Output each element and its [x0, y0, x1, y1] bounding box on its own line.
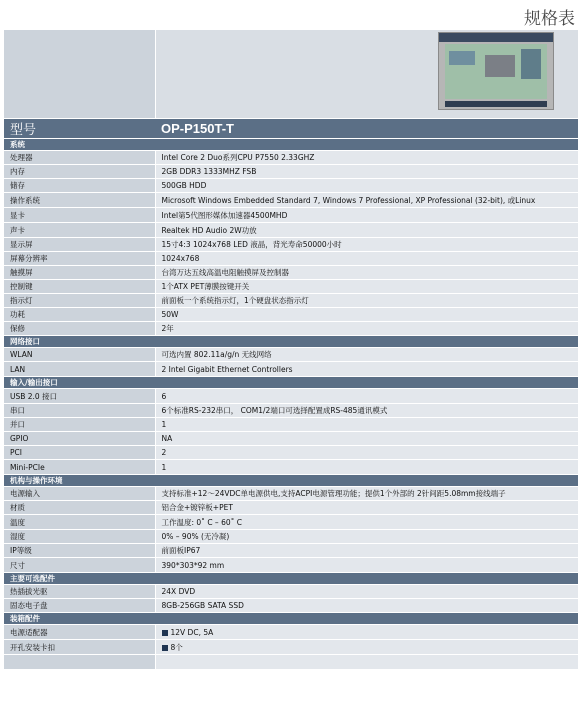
product-image-row: [4, 30, 578, 119]
row-label: 屏幕分辨率: [4, 252, 155, 266]
model-value: OP-P150T-T: [155, 119, 578, 139]
row-value: Intel Core 2 Duo系列CPU P7550 2.33GHZ: [155, 151, 578, 165]
adapter-value: 12V DC, 5A: [170, 627, 214, 637]
bullet-square-icon: [162, 630, 168, 636]
row-value: 24X DVD: [155, 585, 578, 599]
section-accessories: 装箱配件: [4, 613, 578, 625]
section-network: 网络接口: [4, 336, 578, 348]
row-label: 保修: [4, 322, 155, 336]
row-value: 前面板一个系统指示灯，1个硬盘状态指示灯: [155, 294, 578, 308]
row-value: [155, 625, 578, 640]
row-value: 铝合金+镀锌板+PET: [155, 501, 578, 515]
row-label: GPIO: [4, 432, 155, 446]
row-label: 储存: [4, 179, 155, 193]
row-value: 前面板IP67: [155, 544, 578, 558]
row-value: Intel第5代图形媒体加速器4500MHD: [155, 208, 578, 223]
bullet-square-icon: [162, 645, 168, 651]
row-value: 6: [155, 389, 578, 404]
row-label: 电源输入: [4, 487, 155, 501]
row-label: 显示屏: [4, 238, 155, 252]
row-value: 390*303*92 mm: [155, 558, 578, 573]
row-label: 电源适配器: [4, 625, 155, 640]
row-value: 6个标准RS-232串口， COM1/2端口可选择配置成RS-485通讯模式: [155, 404, 578, 418]
row-value: 1个ATX PET薄膜按键开关: [155, 280, 578, 294]
row-label: Mini-PCIe: [4, 460, 155, 475]
row-label: 触摸屏: [4, 266, 155, 280]
row-value: 2: [155, 446, 578, 460]
model-row: [4, 119, 578, 139]
row-label: IP等级: [4, 544, 155, 558]
row-value: 1: [155, 418, 578, 432]
row-value: 15寸4:3 1024x768 LED 液晶，背光寿命50000小时: [155, 238, 578, 252]
row-label: 尺寸: [4, 558, 155, 573]
row-label: 显卡: [4, 208, 155, 223]
row-value: 0% – 90% (无冷凝): [155, 530, 578, 544]
row-value: Microsoft Windows Embedded Standard 7, Windows 7 Professional, XP Professional (32-bit), 或Linux: [155, 193, 578, 208]
section-mechanical: 机构与操作环境: [4, 475, 578, 487]
row-label: LAN: [4, 362, 155, 377]
row-label: 固态电子盘: [4, 599, 155, 613]
row-label: 指示灯: [4, 294, 155, 308]
row-label: 功耗: [4, 308, 155, 322]
row-label: PCI: [4, 446, 155, 460]
row-label: 内存: [4, 165, 155, 179]
row-label: 并口: [4, 418, 155, 432]
row-label: 湿度: [4, 530, 155, 544]
row-label: 操作系统: [4, 193, 155, 208]
row-label: 热插拔光驱: [4, 585, 155, 599]
row-label: 开孔安装卡扣: [4, 640, 155, 655]
row-label: 处理器: [4, 151, 155, 165]
row-value: 8GB-256GB SATA SSD: [155, 599, 578, 613]
row-value: 2 Intel Gigabit Ethernet Controllers: [155, 362, 578, 377]
section-options: 主要可选配件: [4, 573, 578, 585]
bracket-value: 8个: [170, 642, 183, 652]
row-label: 声卡: [4, 223, 155, 238]
row-label: 串口: [4, 404, 155, 418]
row-value: 台湾万达五线高温电阻触摸屏及控制器: [155, 266, 578, 280]
row-label: WLAN: [4, 348, 155, 362]
row-value: 工作温度: 0˚ C – 60˚ C: [155, 515, 578, 530]
row-label: USB 2.0 接口: [4, 389, 155, 404]
section-io: 输入/输出接口: [4, 377, 578, 389]
row-value: 2年: [155, 322, 578, 336]
row-value: 1: [155, 460, 578, 475]
row-value: 2GB DDR3 1333MHZ FSB: [155, 165, 578, 179]
row-value: NA: [155, 432, 578, 446]
row-value: [155, 640, 578, 655]
row-value: Realtek HD Audio 2W功放: [155, 223, 578, 238]
row-value: 可选内置 802.11a/g/n 无线网络: [155, 348, 578, 362]
product-photo: [438, 32, 554, 110]
page-title: 规格表: [524, 9, 575, 29]
row-value: 50W: [155, 308, 578, 322]
spec-table: [4, 30, 578, 670]
row-value: 500GB HDD: [155, 179, 578, 193]
model-label: 型号: [4, 119, 155, 139]
section-system: 系统: [4, 139, 578, 151]
row-label: 控制键: [4, 280, 155, 294]
row-value: 支持标准+12～24VDC单电源供电,支持ACPI电源管理功能；提供1个外部的 2针间距5.08mm接线端子: [155, 487, 578, 501]
row-label: 温度: [4, 515, 155, 530]
row-value: 1024x768: [155, 252, 578, 266]
row-label: 材质: [4, 501, 155, 515]
